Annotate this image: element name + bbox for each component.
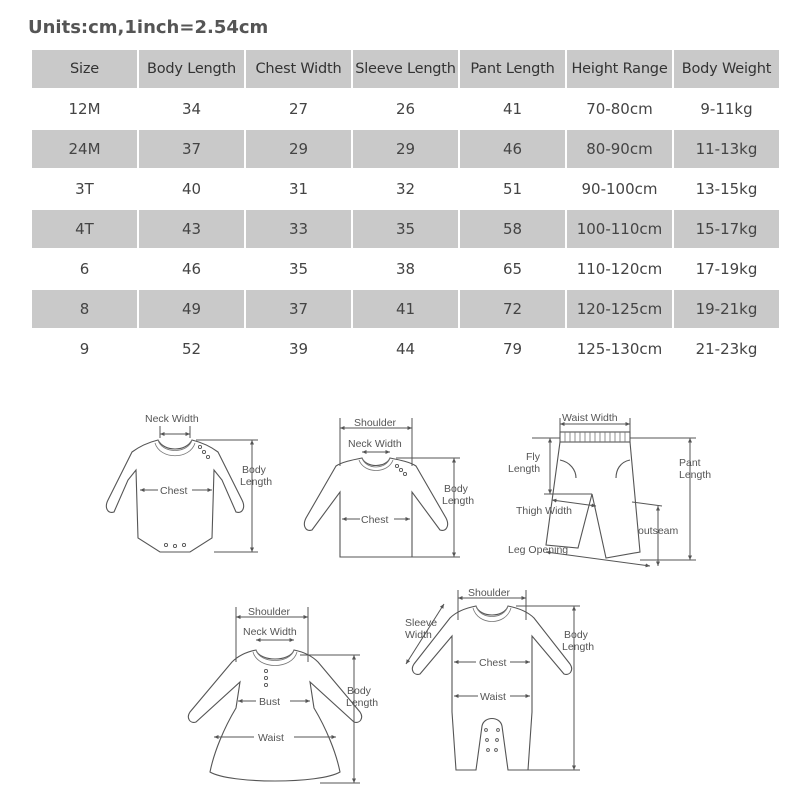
cell-sleeve-length: 35 bbox=[353, 210, 458, 248]
units-note: Units:cm,1inch=2.54cm bbox=[28, 17, 269, 38]
cell-sleeve-length: 44 bbox=[395, 340, 416, 358]
cell-pant-length: 79 bbox=[502, 340, 523, 358]
jumpsuit-diagram bbox=[405, 587, 594, 770]
pants-waist-width-label: Waist Width bbox=[562, 412, 618, 424]
table-row bbox=[32, 130, 779, 168]
cell-size: 12M bbox=[68, 100, 101, 118]
romper-body-length-label: Body bbox=[242, 464, 266, 476]
cell-sleeve-length: 26 bbox=[395, 100, 416, 118]
dress-body-length-label: Body bbox=[347, 685, 371, 697]
cell-height-range: 125-130cm bbox=[576, 340, 663, 358]
header-pant-length: Pant Length bbox=[460, 50, 565, 88]
dress-neck-width-label: Neck Width bbox=[243, 626, 297, 638]
cell-pant-length: 72 bbox=[460, 290, 565, 328]
table-header-row bbox=[32, 50, 779, 88]
cell-body-length: 46 bbox=[181, 260, 202, 278]
cell-height-range: 100-110cm bbox=[567, 210, 672, 248]
table-row bbox=[32, 90, 779, 128]
header-size: Size bbox=[32, 50, 137, 88]
cell-sleeve-length: 38 bbox=[395, 260, 416, 278]
header-height-range: Height Range bbox=[567, 50, 672, 88]
cell-height-range: 110-120cm bbox=[576, 260, 663, 278]
cell-body-weight: 11-13kg bbox=[674, 130, 779, 168]
jumpsuit-sleeve-width-label-2: Width bbox=[405, 629, 432, 641]
top-body-length-label-2: Length bbox=[442, 495, 475, 507]
pants-pant-length-label: Pant bbox=[679, 457, 701, 469]
cell-size: 24M bbox=[32, 130, 137, 168]
cell-body-weight: 13-15kg bbox=[695, 180, 758, 198]
size-chart-table bbox=[30, 48, 781, 370]
pants-fly-length-label: Fly bbox=[526, 451, 540, 463]
cell-chest-width: 35 bbox=[288, 260, 309, 278]
pants-outseam-label: outseam bbox=[638, 525, 679, 537]
cell-body-length: 52 bbox=[181, 340, 202, 358]
cell-size: 4T bbox=[32, 210, 137, 248]
cell-chest-width: 29 bbox=[246, 130, 351, 168]
jumpsuit-sleeve-width-label: Sleeve bbox=[405, 617, 438, 629]
cell-body-length: 49 bbox=[139, 290, 244, 328]
dress-diagram bbox=[188, 606, 378, 783]
top-body-length-label: Body bbox=[444, 483, 468, 495]
measurement-diagrams bbox=[0, 395, 800, 795]
cell-body-weight: 9-11kg bbox=[700, 100, 753, 118]
cell-body-weight: 19-21kg bbox=[674, 290, 779, 328]
cell-height-range: 80-90cm bbox=[567, 130, 672, 168]
header-chest-width: Chest Width bbox=[246, 50, 351, 88]
romper-diagram bbox=[106, 413, 272, 552]
cell-size: 6 bbox=[79, 260, 90, 278]
pants-leg-opening-label: Leg Opening bbox=[508, 544, 569, 556]
jumpsuit-body-length-label: Body bbox=[564, 629, 588, 641]
header-sleeve-length: Sleeve Length bbox=[353, 50, 458, 88]
cell-body-weight: 21-23kg bbox=[695, 340, 758, 358]
cell-body-length: 40 bbox=[181, 180, 202, 198]
header-body-weight: Body Weight bbox=[674, 50, 779, 88]
pants-pant-length-label-2: Length bbox=[679, 469, 712, 481]
romper-neck-width-label: Neck Width bbox=[145, 413, 199, 425]
top-diagram bbox=[304, 417, 474, 557]
cell-pant-length: 41 bbox=[502, 100, 523, 118]
cell-chest-width: 27 bbox=[288, 100, 309, 118]
cell-chest-width: 37 bbox=[246, 290, 351, 328]
cell-size: 8 bbox=[32, 290, 137, 328]
dress-body-length-label-2: Length bbox=[346, 697, 379, 709]
cell-height-range: 120-125cm bbox=[567, 290, 672, 328]
cell-body-length: 43 bbox=[139, 210, 244, 248]
top-neck-width-label: Neck Width bbox=[348, 438, 402, 450]
cell-chest-width: 33 bbox=[246, 210, 351, 248]
header-body-length: Body Length bbox=[139, 50, 244, 88]
pants-thigh-width-label: Thigh Width bbox=[516, 505, 573, 517]
cell-size: 3T bbox=[75, 180, 94, 198]
cell-pant-length: 65 bbox=[502, 260, 523, 278]
jumpsuit-body-length-label-2: Length bbox=[562, 641, 595, 653]
pants-diagram bbox=[508, 412, 711, 566]
cell-body-weight: 15-17kg bbox=[674, 210, 779, 248]
table-row bbox=[32, 330, 779, 368]
pants-fly-length-label-2: Length bbox=[508, 463, 541, 475]
cell-pant-length: 58 bbox=[460, 210, 565, 248]
cell-sleeve-length: 29 bbox=[353, 130, 458, 168]
cell-sleeve-length: 41 bbox=[353, 290, 458, 328]
table-row bbox=[32, 170, 779, 208]
jumpsuit-chest-label: Chest bbox=[479, 657, 507, 669]
romper-body-length-label-2: Length bbox=[240, 476, 273, 488]
cell-body-length: 37 bbox=[139, 130, 244, 168]
jumpsuit-waist-label: Waist bbox=[480, 691, 506, 703]
cell-size: 9 bbox=[79, 340, 90, 358]
cell-chest-width: 31 bbox=[288, 180, 309, 198]
cell-pant-length: 51 bbox=[502, 180, 523, 198]
jumpsuit-shoulder-label: Shoulder bbox=[468, 587, 511, 599]
cell-chest-width: 39 bbox=[288, 340, 309, 358]
romper-chest-label: Chest bbox=[160, 485, 188, 497]
cell-body-weight: 17-19kg bbox=[695, 260, 758, 278]
cell-height-range: 90-100cm bbox=[581, 180, 658, 198]
dress-waist-label: Waist bbox=[258, 732, 284, 744]
top-chest-label: Chest bbox=[361, 514, 389, 526]
table-row bbox=[32, 210, 779, 248]
cell-pant-length: 46 bbox=[460, 130, 565, 168]
cell-height-range: 70-80cm bbox=[586, 100, 653, 118]
table-row bbox=[32, 290, 779, 328]
cell-body-length: 34 bbox=[181, 100, 202, 118]
table-row bbox=[32, 250, 779, 288]
top-shoulder-label: Shoulder bbox=[354, 417, 397, 429]
dress-shoulder-label: Shoulder bbox=[248, 606, 291, 618]
cell-sleeve-length: 32 bbox=[395, 180, 416, 198]
dress-bust-label: Bust bbox=[259, 696, 281, 708]
